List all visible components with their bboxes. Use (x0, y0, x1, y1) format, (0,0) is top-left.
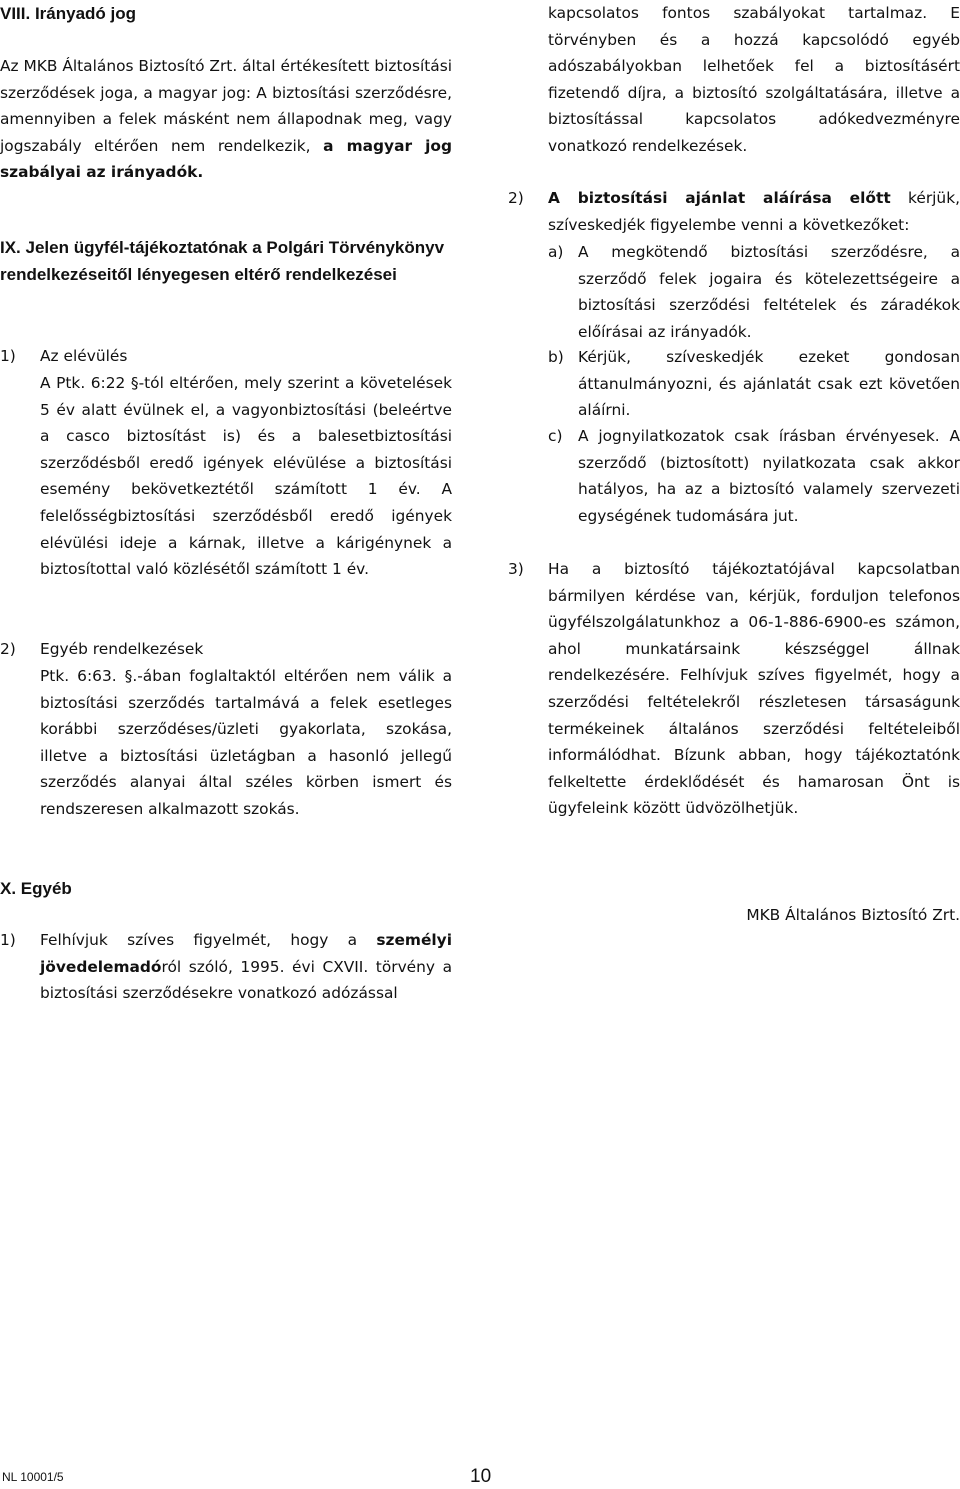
item-number: 3) (508, 560, 524, 578)
x1-text-b: ról szóló, 1995. évi CXVII. törvény a biztosítási szerződésekre vonatkozó adózással (40, 957, 452, 1003)
document-code: NL 10001/5 (2, 1470, 64, 1484)
sub-letter: c) (548, 427, 563, 445)
continued-text: kapcsolatos fontos szabályokat tartalmaz. E törvényben és a hozzá kapcsolódó egyéb adószabályokban lelhetőek fel a biztosításért fizetendő díjra, a biztosító szolgáltatására, illetve a biztosítással kapcsolatos adókedvezményre vonatkozó rendelkezések. (548, 4, 960, 155)
item-body (40, 927, 452, 1007)
x1-text-a: Felhívjuk szíves figyelmét, hogy a (40, 931, 377, 949)
sub-text: Kérjük, szíveskedjék ezeket gondosan áttanulmányozni, és ajánlatát csak ezt követően aláírni. (578, 348, 960, 420)
item-heading: Az elévülés (40, 347, 128, 365)
item-number: 1) (0, 347, 16, 365)
item-number: 2) (508, 189, 524, 207)
x2-bold: A biztosítási ajánlat aláírása előtt (548, 189, 891, 207)
section-viii-title: VIII. Irányadó jog (0, 4, 137, 23)
sub-letter: b) (548, 348, 564, 366)
sub-text: A jognyilatkozatok csak írásban érvényesek. A szerződő (biztosított) nyilatkozata csak akkor hatályos, ha az a biztosító valamely szervezeti egységének tudomására jut. (578, 427, 960, 525)
item-body: Ha a biztosító tájékoztatójával kapcsolatban bármilyen kérdése van, kérjük, forduljon telefonos ügyfélszolgálatunkhoz a 06-1-886-6900-es számon, ahol munkatársaink készséggel állnak rendelkezésére. Felhívjuk szíves figyelmét, hogy a szerződési feltételekről részletesen társaságunk termékeinek általános szerződési feltételeiből informálódhat. Bízunk abban, hogy tájékoztatónk felkeltette érdeklődését és hamarosan Önt is ügyfeleink között üdvözölhetjük. (548, 560, 960, 818)
x2-text: kérjük, szíveskedjék figyelembe venni a következőket: (548, 189, 960, 234)
section-viii-text: Az MKB Általános Biztosító Zrt. által értékesített biztosítási szerződések joga, a magyar jog: A biztosítási szerződésre, amennyiben a felek másként nem állapodnak meg, vagy jogszabály eltérően nem rendelkezik, (0, 57, 452, 155)
item-number: 2) (0, 640, 16, 658)
item-intro (548, 185, 960, 238)
section-ix-title: IX. Jelen ügyfél-tájékoztatónak a Polgári Törvénykönyv rendelkezéseitől lényegesen eltérő rendelkezései (0, 238, 445, 284)
sub-text: A megkötendő biztosítási szerződésre, a szerződő felek jogaira és kötelezettségeire a biztosítási szerződési feltételek és záradékok előírásai az irányadók. (578, 243, 960, 341)
x1-bold: személyi jövedelemadó (40, 931, 452, 976)
item-number: 1) (0, 931, 16, 949)
section-x-title: X. Egyéb (0, 879, 72, 898)
signature: MKB Általános Biztosító Zrt. (746, 906, 960, 924)
item-body: A Ptk. 6:22 §-tól eltérően, mely szerint a követelések 5 év alatt évülnek el, a vagyonbiztosítási (beleértve a casco biztosítást is) és a balesetbiztosítási szerződésből eredő igények elévülése a biztosítási esemény bekövetkeztétől számított 1 év. A felelősségbiztosítási szerződésből eredő igények elévülési ideje a kárnak, illetve a kárigénynek a biztosítottal való közlésétől számított 1 év. (40, 374, 452, 579)
section-viii-body (0, 53, 452, 186)
item-body: Ptk. 6:63. §.-ában foglaltaktól eltérően nem válik a biztosítási szerződés tartalmává a felek esetleges korábbi szerződéses/üzleti gyakorlata, szokása, illetve a biztosítási üzletágban a hasonló jellegű szerződés alanyai által széles körben ismert és rendszeresen alkalmazott szokás. (40, 667, 452, 818)
section-viii-bold: a magyar jog szabályai az irányadók. (0, 136, 452, 182)
page-number: 10 (470, 1466, 492, 1487)
item-heading: Egyéb rendelkezések (40, 640, 204, 658)
sub-letter: a) (548, 243, 564, 261)
